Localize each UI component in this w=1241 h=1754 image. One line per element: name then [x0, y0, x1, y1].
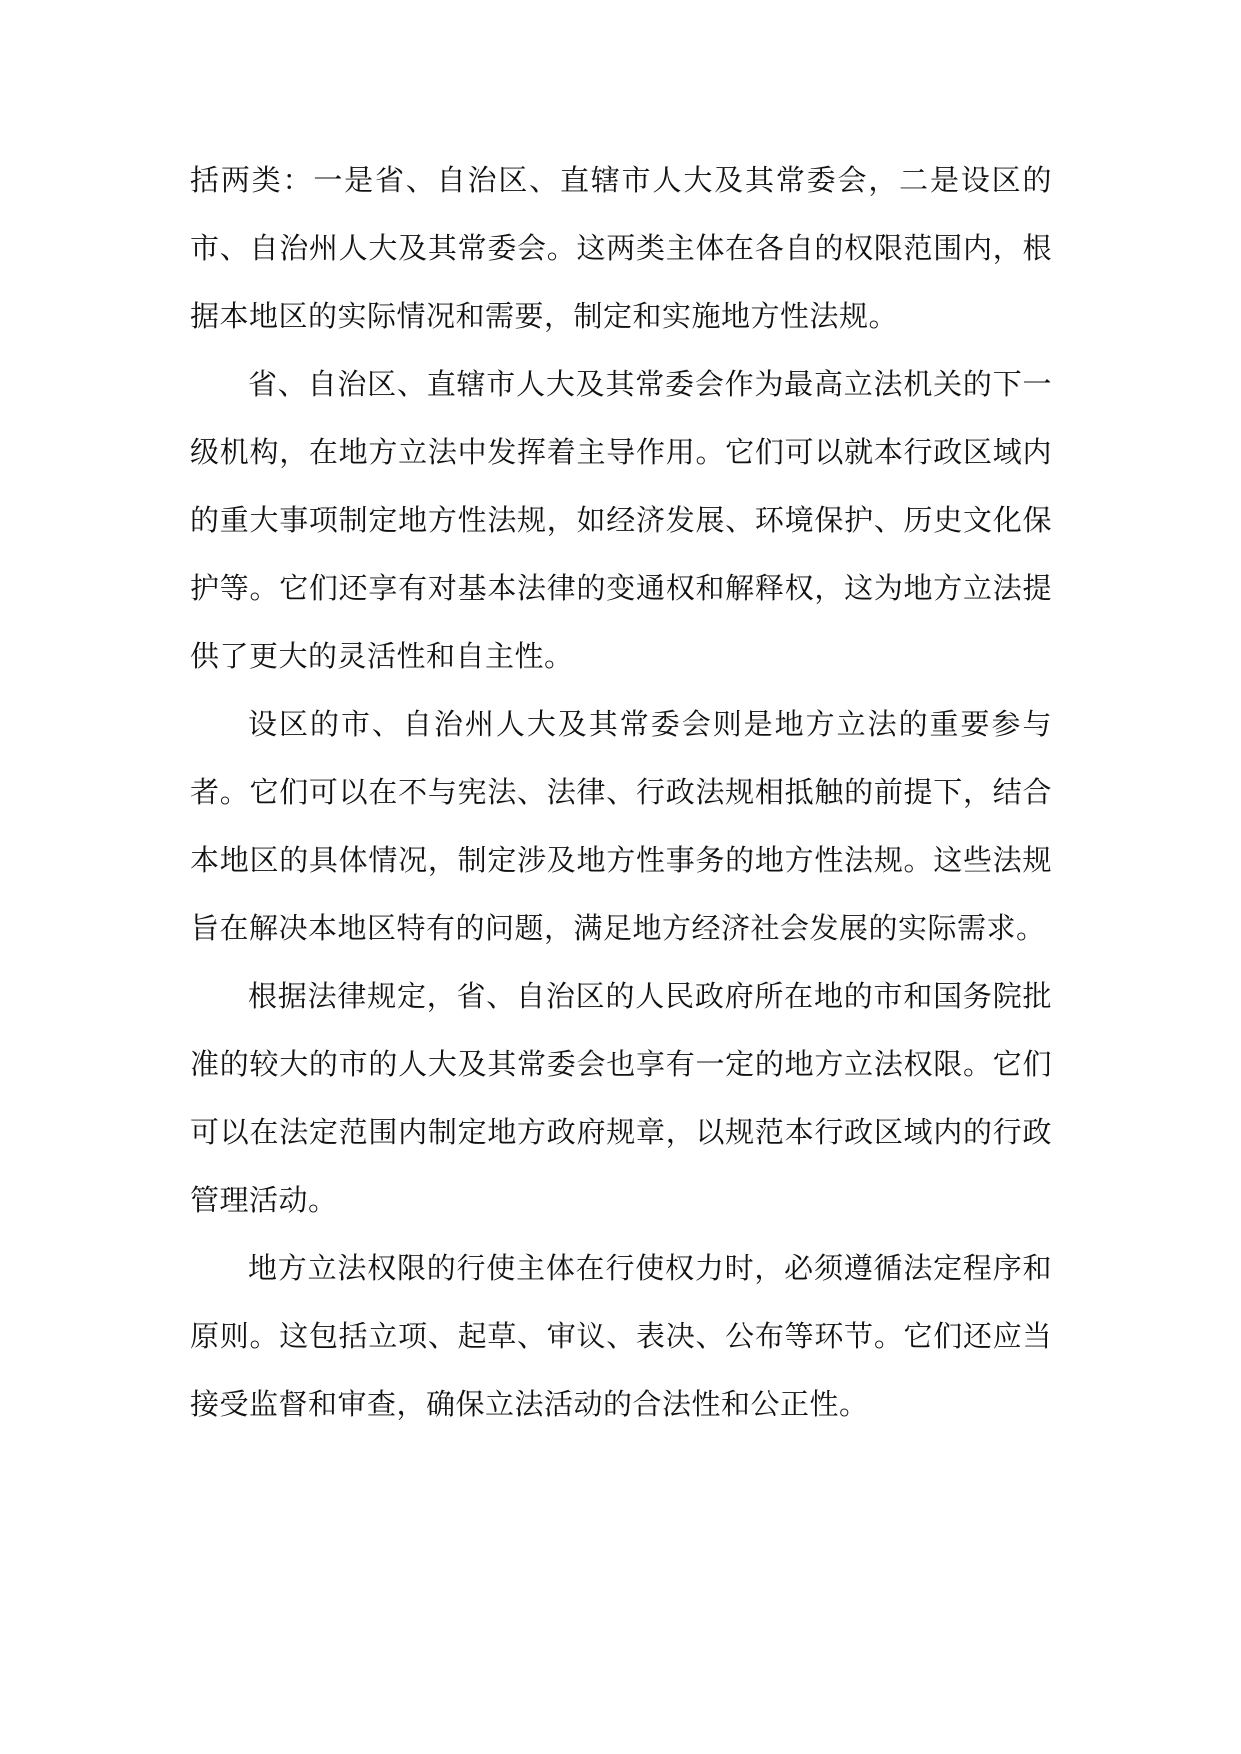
paragraph: 根据法律规定，省、自治区的人民政府所在地的市和国务院批准的较大的市的人大及其常委会也享有一定的地方立法权限。它们可以在法定范围内制定地方政府规章，以规范本行政区域内的行政管理活动。 — [190, 979, 1052, 1217]
paragraph: 设区的市、自治州人大及其常委会则是地方立法的重要参与者。它们可以在不与宪法、法律、行政法规相抵触的前提下，结合本地区的具体情况，制定涉及地方性事务的地方性法规。这些法规旨在解决本地区特有的问题，满足地方经济社会发展的实际需求。 — [190, 707, 1052, 945]
paragraph: 省、自治区、直辖市人大及其常委会作为最高立法机关的下一级机构，在地方立法中发挥着主导作用。它们可以就本行政区域内的重大事项制定地方性法规，如经济发展、环境保护、历史文化保护等。它们还享有对基本法律的变通权和解释权，这为地方立法提供了更大的灵活性和自主性。 — [190, 367, 1052, 673]
document-body — [190, 146, 1052, 1438]
paragraph: 括两类：一是省、自治区、直辖市人大及其常委会，二是设区的市、自治州人大及其常委会。这两类主体在各自的权限范围内，根据本地区的实际情况和需要，制定和实施地方性法规。 — [190, 163, 1052, 333]
paragraph: 地方立法权限的行使主体在行使权力时，必须遵循法定程序和原则。这包括立项、起草、审议、表决、公布等环节。它们还应当接受监督和审查，确保立法活动的合法性和公正性。 — [190, 1251, 1052, 1421]
